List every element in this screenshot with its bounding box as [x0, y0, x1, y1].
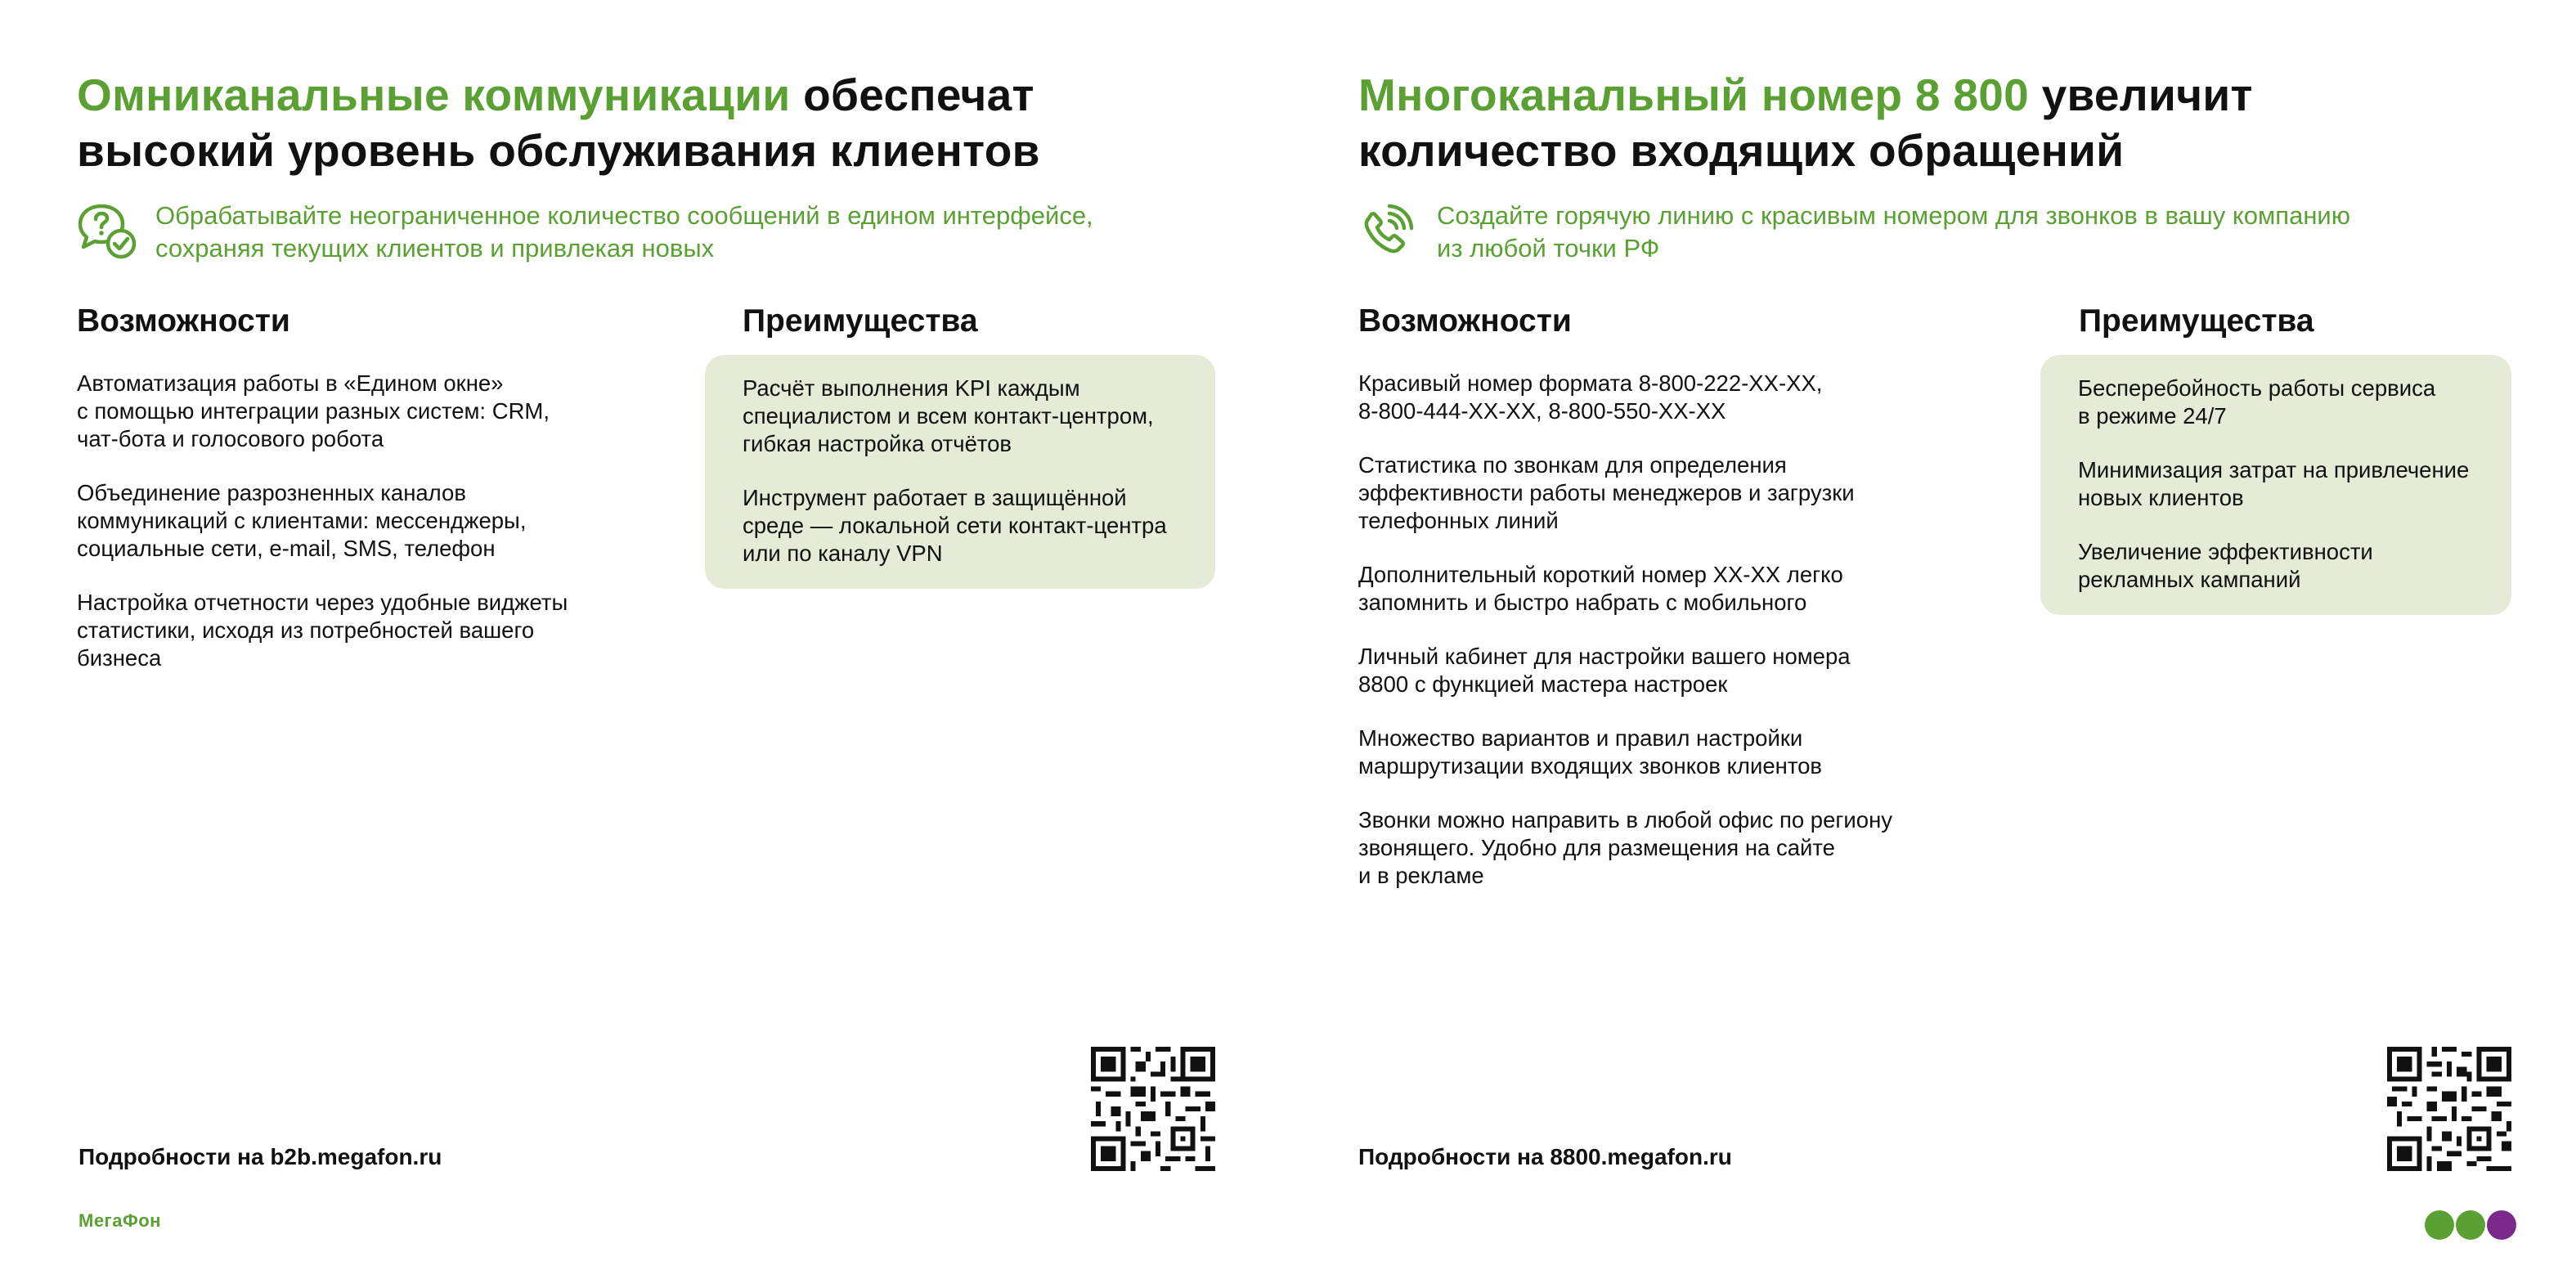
- right-panel: [1288, 0, 2576, 1288]
- phone-call-icon: [1358, 203, 1419, 260]
- right-footer-link[interactable]: Подробности на 8800.megafon.ru: [1358, 1144, 1732, 1169]
- list-item: Статистика по звонкам для определения эффективности работы менеджеров и загрузки телефонных линий: [1358, 452, 1855, 533]
- right-benefits-title: Преимущества: [2079, 303, 2314, 339]
- list-item: Дополнительный короткий номер XX-XX легко запомнить и быстро набрать с мобильного: [1358, 562, 1843, 615]
- megafon-dots-logo: [2425, 1210, 2516, 1240]
- megafon-logo: МегаФон: [79, 1210, 161, 1231]
- list-item: Автоматизация работы в «Едином окне» с помощью интеграции разных систем: CRM, чат-бота и голосового робота: [77, 370, 550, 451]
- list-item: Настройка отчетности через удобные виджеты статистики, исходя из потребностей вашего бизнеса: [77, 590, 568, 671]
- right-headline: [1358, 67, 2253, 178]
- list-item: Звонки можно направить в любой офис по региону звонящего. Удобно для размещения на сайте и в рекламе: [1358, 807, 1893, 888]
- qr-code: [2387, 1047, 2511, 1171]
- left-headline-accent: Омниканальные коммуникации: [77, 70, 791, 120]
- list-item: Красивый номер формата 8-800-222-XX-XX, 8-800-444-XX-XX, 8-800-550-XX-XX: [1358, 370, 1823, 424]
- left-headline-line2: высокий уровень обслуживания клиентов: [77, 125, 1040, 176]
- left-headline: [77, 67, 1040, 178]
- list-item: Минимизация затрат на привлечение новых клиентов: [2078, 457, 2470, 510]
- left-benefits-title: Преимущества: [743, 303, 978, 339]
- left-benefits-box: [705, 355, 1215, 589]
- right-features-list: [1358, 370, 1980, 916]
- list-item: Расчёт выполнения KPI каждым специалистом и всем контакт-центром, гибкая настройка отчётов: [743, 375, 1154, 456]
- right-headline-rest: увеличит: [2029, 70, 2253, 120]
- list-item: Личный кабинет для настройки вашего номера 8800 с функцией мастера настроек: [1358, 644, 1851, 697]
- list-item: Объединение разрозненных каналов коммуникаций с клиентами: мессенджеры, социальные сети, e-mail, SMS, телефон: [77, 480, 527, 561]
- left-headline-rest: обеспечат: [790, 70, 1034, 120]
- green-dot: [2425, 1210, 2454, 1240]
- right-benefits-box: [2040, 355, 2511, 615]
- purple-dot: [2487, 1210, 2516, 1240]
- right-features-title: Возможности: [1358, 303, 1572, 339]
- right-subtitle: Создайте горячую линию с красивым номером для звонков в вашу компанию из любой точки РФ: [1437, 201, 2350, 263]
- list-item: Увеличение эффективности рекламных кампаний: [2078, 539, 2373, 592]
- list-item: Инструмент работает в защищённой среде — локальной сети контакт-центра или по каналу VPN: [743, 485, 1167, 566]
- right-headline-accent: Многоканальный номер 8 800: [1358, 70, 2030, 120]
- qr-code: [1091, 1047, 1215, 1171]
- chat-check-icon: [77, 203, 137, 260]
- green-dot: [2456, 1210, 2485, 1240]
- left-features-list: [77, 370, 649, 698]
- list-item: Бесперебойность работы сервиса в режиме 24/7: [2078, 375, 2436, 429]
- list-item: Множество вариантов и правил настройки маршрутизации входящих звонков клиентов: [1358, 725, 1823, 779]
- left-subtitle: Обрабатывайте неограниченное количество сообщений в едином интерфейсе, сохраняя текущих клиентов и привлекая новых: [155, 201, 1093, 263]
- left-features-title: Возможности: [77, 303, 290, 339]
- left-footer-link[interactable]: Подробности на b2b.megafon.ru: [79, 1144, 442, 1169]
- right-headline-line2: количество входящих обращений: [1358, 125, 2125, 176]
